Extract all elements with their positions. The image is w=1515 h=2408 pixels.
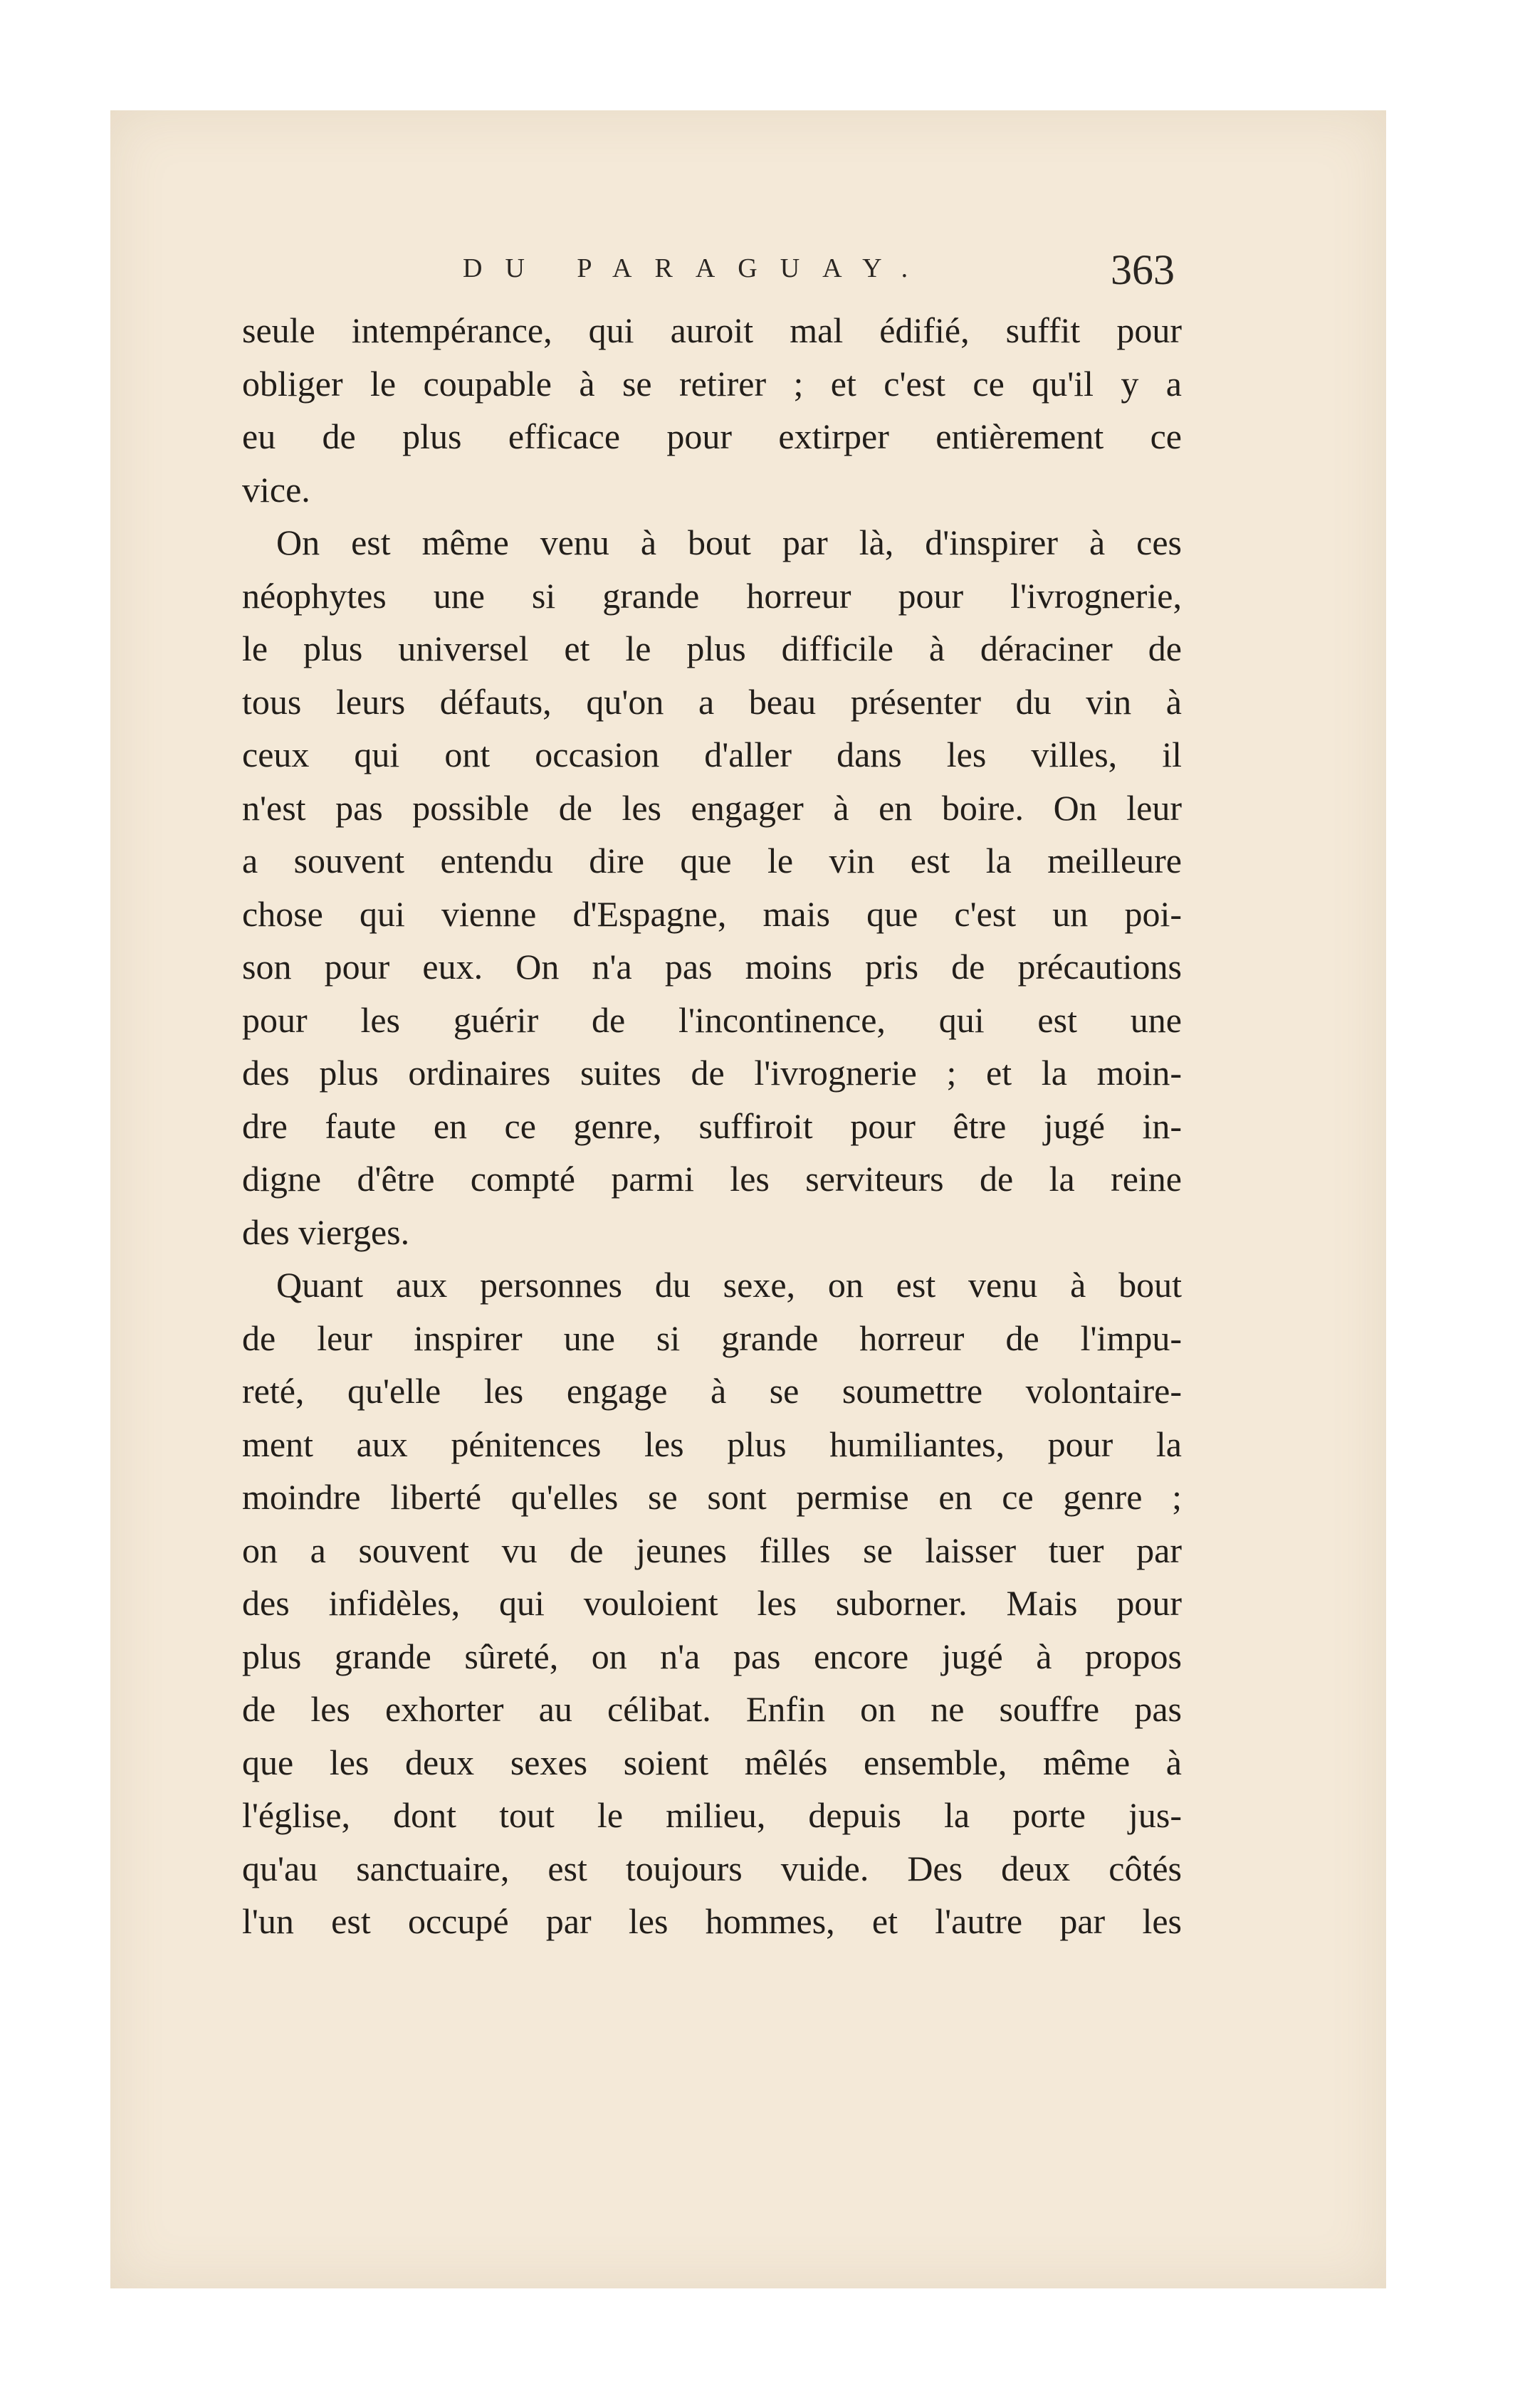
text-line: moindre liberté qu'elles se sont permise en ce genre ; [242, 1477, 1182, 1517]
text-line: vice. [242, 469, 310, 510]
text-line: néophytes une si grande horreur pour l'ivrognerie, [242, 575, 1182, 616]
text-line: de les exhorter au célibat. Enfin on ne souffre pas [242, 1689, 1182, 1729]
text-line: plus grande sûreté, on n'a pas encore jugé à propos [242, 1636, 1182, 1676]
text-line: son pour eux. On n'a pas moins pris de précautions [242, 947, 1182, 987]
text-line: ment aux pénitences les plus humiliantes, pour la [242, 1424, 1182, 1464]
book-page [110, 110, 1386, 2288]
text-line: eu de plus efficace pour extirper entièrement ce [242, 416, 1182, 456]
text-line: ceux qui ont occasion d'aller dans les villes, il [242, 735, 1182, 774]
text-line: obliger le coupable à se retirer ; et c'est ce qu'il y a [242, 363, 1182, 404]
text-line: l'un est occupé par les hommes, et l'autre par les [242, 1901, 1182, 1941]
text-line: tous leurs défauts, qu'on a beau présenter du vin à [242, 681, 1182, 722]
text-line: de leur inspirer une si grande horreur de l'impu- [242, 1318, 1182, 1358]
text-line: l'église, dont tout le milieu, depuis la porte jus- [242, 1795, 1182, 1835]
text-line: On est même venu à bout par là, d'inspirer à ces [276, 522, 1182, 562]
text-line: a souvent entendu dire que le vin est la meilleure [242, 841, 1182, 880]
text-line: digne d'être compté parmi les serviteurs de la reine [242, 1159, 1182, 1199]
text-line: pour les guérir de l'incontinence, qui est une [242, 999, 1182, 1040]
text-line: n'est pas possible de les engager à en boire. On leur [242, 787, 1182, 828]
text-line: des vierges. [242, 1211, 410, 1252]
text-line: des plus ordinaires suites de l'ivrognerie ; et la moin- [242, 1053, 1182, 1093]
text-line: qu'au sanctuaire, est toujours vuide. Des deux côtés [242, 1848, 1182, 1888]
text-line: des infidèles, qui vouloient les suborner. Mais pour [242, 1583, 1182, 1623]
running-title: DU PARAGUAY. [463, 253, 931, 283]
text-line: chose qui vienne d'Espagne, mais que c'est un poi- [242, 893, 1182, 934]
text-line: seule intempérance, qui auroit mal édifié, suffit pour [242, 310, 1182, 350]
body-text [242, 304, 1182, 1948]
text-line: reté, qu'elle les engage à se soumettre volontaire- [242, 1371, 1182, 1411]
running-head [110, 246, 1386, 303]
text-line: que les deux sexes soient mêlés ensemble, même à [242, 1742, 1182, 1782]
text-line: le plus universel et le plus difficile à déraciner de [242, 629, 1182, 668]
text-line: dre faute en ce genre, suffiroit pour être jugé in- [242, 1105, 1182, 1146]
text-line: on a souvent vu de jeunes filles se laisser tuer par [242, 1530, 1182, 1570]
text-line: Quant aux personnes du sexe, on est venu à bout [276, 1265, 1182, 1305]
page-number: 363 [1111, 246, 1175, 293]
